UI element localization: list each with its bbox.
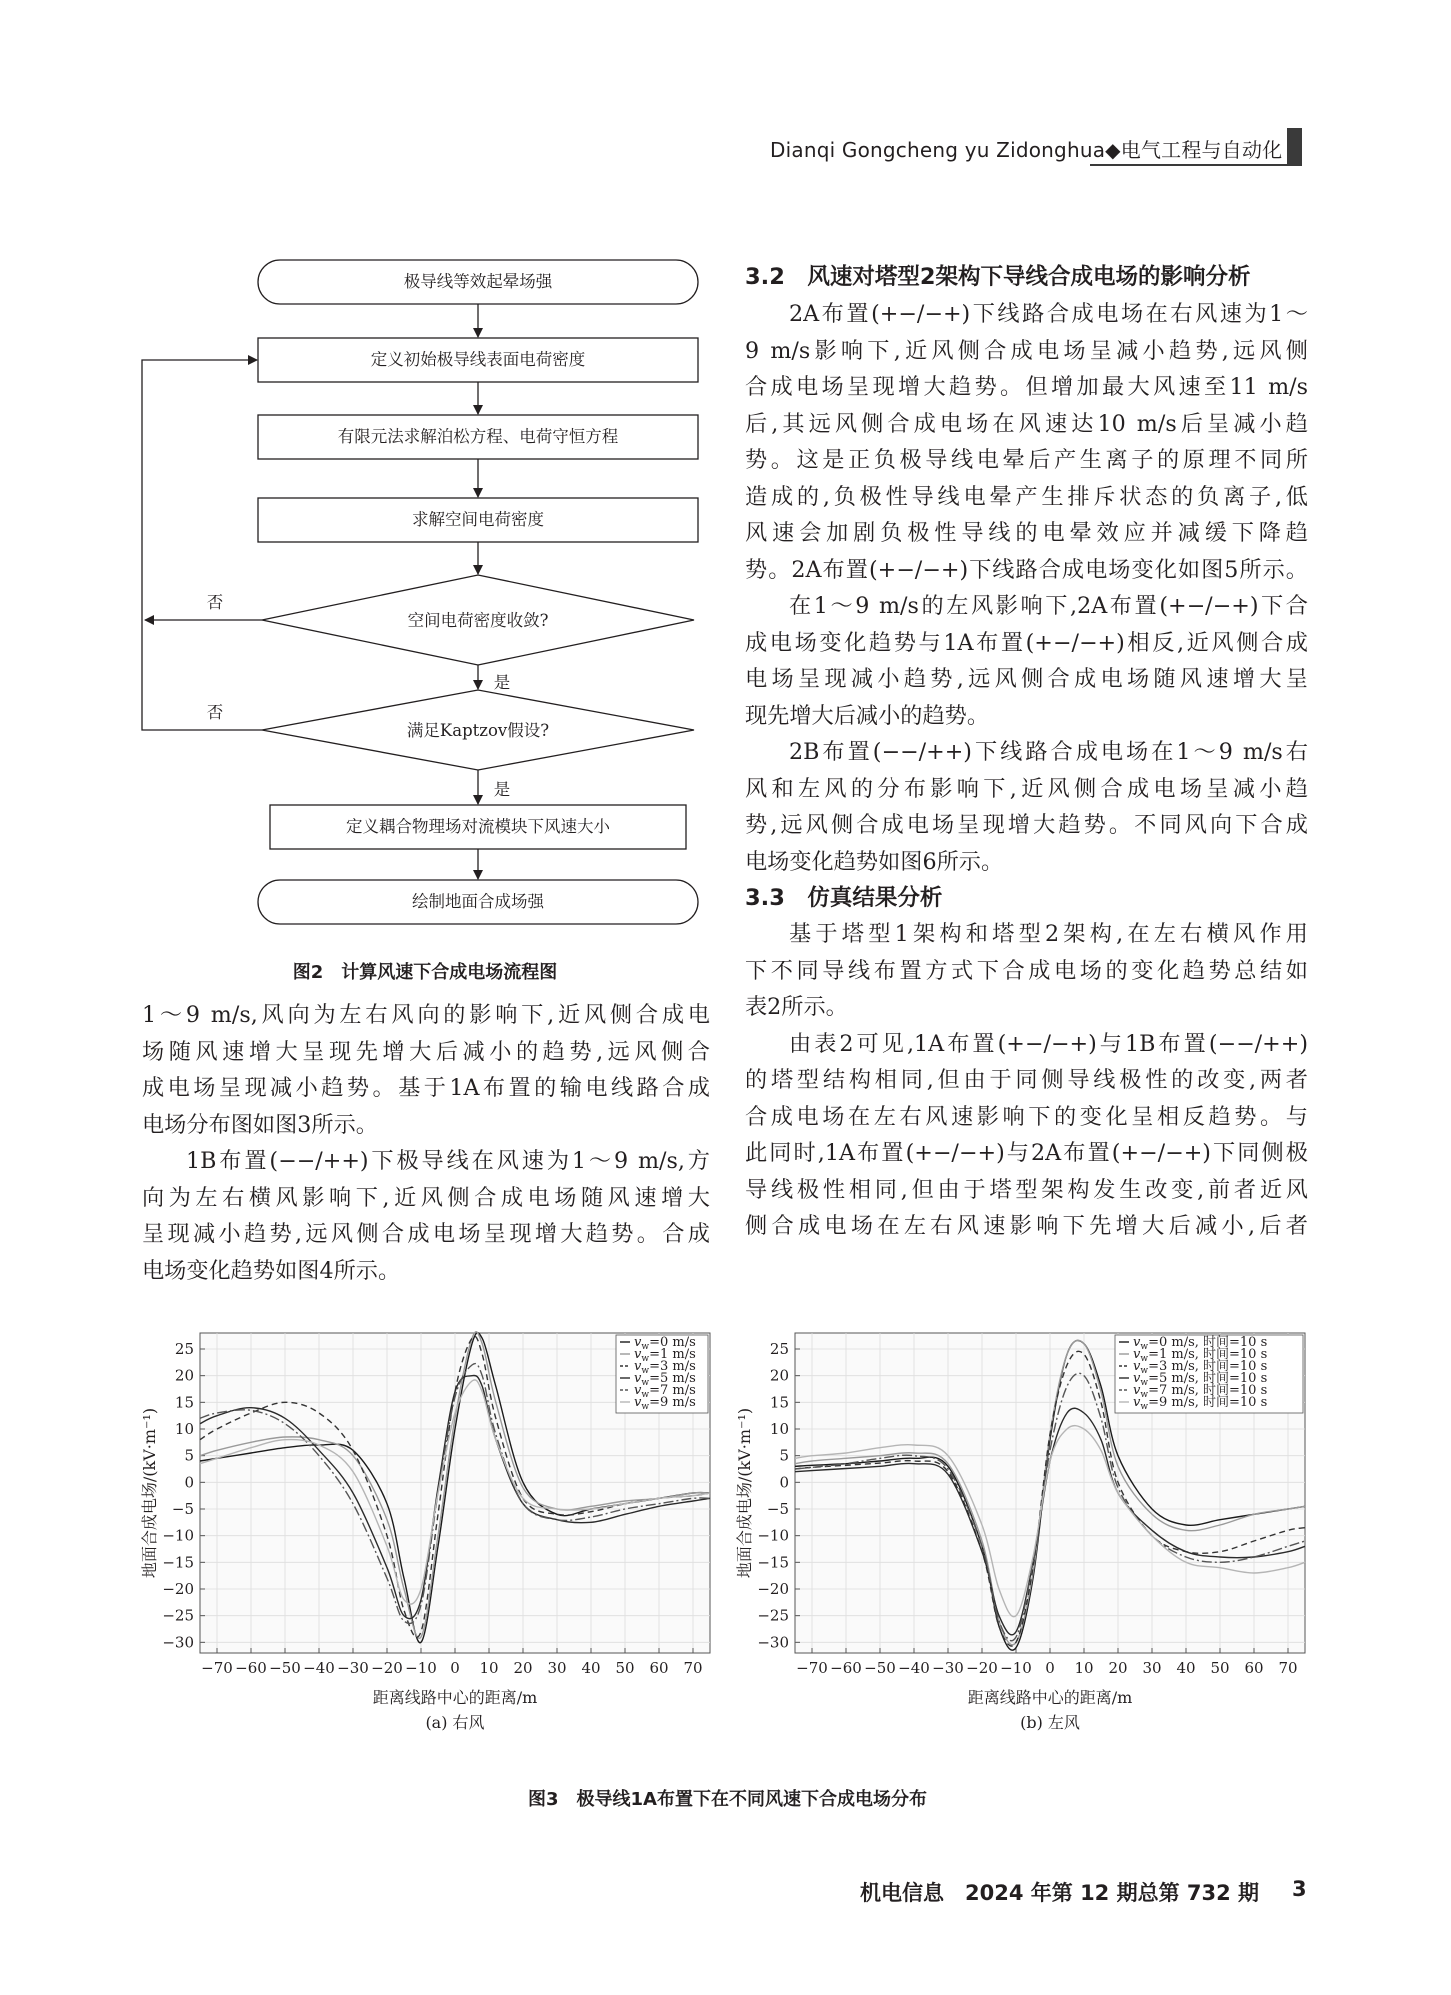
flowchart-figure bbox=[130, 250, 720, 970]
s32-p2-l2: 成电场变化趋势与1A布置(+−/−+)相反,近风侧合成 bbox=[745, 629, 1308, 656]
left-para-2-line-3: 呈现减小趋势,远风侧合成电场呈现增大趋势。合成 bbox=[142, 1221, 710, 1247]
x-tick-label: −30 bbox=[932, 1659, 964, 1677]
x-tick-label: 60 bbox=[1244, 1659, 1264, 1677]
x-tick-label: 50 bbox=[615, 1659, 635, 1677]
x-tick-label: −20 bbox=[371, 1659, 403, 1677]
flow-label-no-2: 否 bbox=[206, 703, 224, 722]
s33-p2-l6: 侧合成电场在左右风速影响下先增大后减小,后者 bbox=[745, 1213, 1308, 1239]
y-tick-label: 5 bbox=[184, 1446, 194, 1465]
flow-label-yes-1: 是 bbox=[493, 673, 511, 692]
s32-p1-l6: 造成的,负极性导线电晕产生排斥状态的负离子,低 bbox=[745, 483, 1308, 510]
s32-p2-l1: 在1～9 m/s的左风影响下,2A布置(+−/−+)下合 bbox=[789, 593, 1308, 619]
x-tick-label: 0 bbox=[1045, 1659, 1055, 1677]
footer-page-number: 3 bbox=[1292, 1877, 1307, 1901]
s33-p1-l3: 表2所示。 bbox=[745, 994, 848, 1020]
chart-subcaption: (b) 左风 bbox=[1020, 1713, 1080, 1732]
y-tick-label: 25 bbox=[174, 1340, 194, 1358]
legend-entry: $v_w=9$ m/s, 时间=10 s bbox=[1133, 1395, 1268, 1412]
flow-text-space-charge: 求解空间电荷密度 bbox=[412, 510, 544, 529]
s33-p2-l1: 由表2可见,1A布置(+−/−+)与1B布置(−−/++) bbox=[789, 1030, 1308, 1057]
s33-p2-l3: 合成电场在左右风速影响下的变化呈相反趋势。与 bbox=[745, 1103, 1308, 1130]
y-tick-label: −10 bbox=[757, 1526, 789, 1545]
flow-text-end: 绘制地面合成场强 bbox=[412, 892, 544, 911]
figure3-caption: 图3 极导线1A布置下在不同风速下合成电场分布 bbox=[528, 1789, 927, 1810]
chart-subcaption: (a) 右风 bbox=[425, 1713, 485, 1732]
s32-p1-l4: 后,其远风侧合成电场在风速达10 m/s后呈减小趋 bbox=[745, 410, 1308, 437]
section-3-2-heading: 3.2 风速对塔型2架构下导线合成电场的影响分析 bbox=[745, 264, 1251, 290]
y-tick-label: 0 bbox=[184, 1473, 194, 1492]
legend-entry: $v_w=3$ m/s bbox=[634, 1359, 696, 1376]
x-tick-label: 50 bbox=[1210, 1659, 1230, 1677]
flow-label-no-1: 否 bbox=[206, 593, 224, 612]
x-tick-label: 60 bbox=[649, 1659, 669, 1677]
left-para-1-line-2: 场随风速增大呈现先增大后减小的趋势,远风侧合 bbox=[142, 1038, 710, 1065]
header-right-text: 电气工程与自动化 bbox=[1120, 138, 1283, 162]
legend bbox=[1115, 1334, 1303, 1413]
y-tick-label: 20 bbox=[769, 1366, 789, 1385]
x-tick-label: 70 bbox=[683, 1659, 703, 1677]
x-tick-label: 40 bbox=[1176, 1659, 1196, 1677]
flow-text-start: 极导线等效起晕场强 bbox=[403, 272, 553, 291]
legend-entry: $v_w=3$ m/s, 时间=10 s bbox=[1133, 1359, 1268, 1376]
flow-text-wind: 定义耦合物理场对流模块下风速大小 bbox=[346, 817, 610, 836]
s32-p1-l1: 2A布置(+−/−+)下线路合成电场在右风速为1～ bbox=[789, 301, 1308, 327]
y-tick-label: 5 bbox=[779, 1446, 789, 1465]
left-para-1-line-4: 电场分布图如图3所示。 bbox=[142, 1111, 378, 1138]
x-tick-label: 10 bbox=[1074, 1659, 1094, 1677]
s33-p2-l5: 导线极性相同,但由于塔型架构发生改变,前者近风 bbox=[745, 1176, 1308, 1203]
s33-p2-l2: 的塔型结构相同,但由于同侧导线极性的改变,两者 bbox=[745, 1067, 1308, 1093]
y-tick-label: 15 bbox=[174, 1393, 194, 1412]
left-para-1-line-1: 1～9 m/s,风向为左右风向的影响下,近风侧合成电 bbox=[142, 1002, 710, 1028]
s32-p1-l2: 9 m/s影响下,近风侧合成电场呈减小趋势,远风侧 bbox=[745, 337, 1308, 364]
y-tick-label: −5 bbox=[171, 1500, 194, 1518]
right-column bbox=[745, 258, 1308, 1245]
left-para-2-line-1: 1B布置(−−/++)下极导线在风速为1～9 m/s,方 bbox=[186, 1148, 710, 1174]
header-rule bbox=[1090, 164, 1290, 166]
left-para-2-line-2: 向为左右横风影响下,近风侧合成电场随风速增大 bbox=[142, 1184, 710, 1211]
x-tick-label: 10 bbox=[479, 1659, 499, 1677]
y-tick-label: −25 bbox=[757, 1606, 789, 1625]
y-tick-label: 10 bbox=[769, 1420, 789, 1438]
s32-p1-l8: 势。2A布置(+−/−+)下线路合成电场变化如图5所示。 bbox=[745, 556, 1308, 583]
s33-p2-l4: 此同时,1A布置(+−/−+)与2A布置(+−/−+)下同侧极 bbox=[745, 1140, 1308, 1166]
footer-journal: 机电信息 2024 年第 12 期总第 732 期 bbox=[860, 1881, 1260, 1905]
s32-p1-l5: 势。这是正负极导线电晕后产生离子的原理不同所 bbox=[745, 447, 1308, 473]
y-tick-label: −15 bbox=[757, 1553, 789, 1572]
x-tick-label: −60 bbox=[235, 1659, 267, 1677]
y-tick-label: −20 bbox=[757, 1580, 789, 1598]
flow-text-fem: 有限元法求解泊松方程、电荷守恒方程 bbox=[337, 427, 619, 446]
flow-text-init-charge: 定义初始极导线表面电荷密度 bbox=[370, 350, 586, 369]
x-tick-label: −40 bbox=[303, 1659, 335, 1677]
x-tick-label: −10 bbox=[1000, 1659, 1032, 1677]
legend-entry: $v_w=0$ m/s, 时间=10 s bbox=[1133, 1335, 1268, 1352]
x-tick-label: 70 bbox=[1278, 1659, 1298, 1677]
legend-entry: $v_w=0$ m/s bbox=[634, 1335, 696, 1352]
x-tick-label: 30 bbox=[547, 1659, 567, 1677]
left-column bbox=[142, 997, 710, 1289]
legend-entry: $v_w=7$ m/s, 时间=10 s bbox=[1133, 1383, 1268, 1400]
y-tick-label: −20 bbox=[162, 1580, 194, 1598]
header-left-text: Dianqi Gongcheng yu Zidonghua bbox=[770, 138, 1106, 162]
legend-entry: $v_w=5$ m/s bbox=[634, 1371, 696, 1388]
y-axis-label: 地面合成电场/(kV·m⁻¹) bbox=[140, 1407, 159, 1579]
x-tick-label: 30 bbox=[1142, 1659, 1162, 1677]
s33-p1-l2: 下不同导线布置方式下合成电场的变化趋势总结如 bbox=[745, 957, 1308, 984]
x-tick-label: −30 bbox=[337, 1659, 369, 1677]
x-tick-label: 0 bbox=[450, 1659, 460, 1677]
y-tick-label: −25 bbox=[162, 1606, 194, 1625]
x-tick-label: 20 bbox=[1108, 1659, 1128, 1677]
x-tick-label: −50 bbox=[864, 1659, 896, 1677]
x-tick-label: 20 bbox=[513, 1659, 533, 1677]
legend bbox=[616, 1335, 708, 1413]
y-tick-label: −5 bbox=[766, 1500, 789, 1518]
s33-p1-l1: 基于塔型1架构和塔型2架构,在左右横风作用 bbox=[789, 921, 1308, 947]
y-tick-label: −15 bbox=[162, 1553, 194, 1572]
s32-p3-l2: 风和左风的分布影响下,近风侧合成电场呈减小趋 bbox=[745, 775, 1308, 802]
chart-a-right-wind bbox=[135, 1328, 725, 1778]
x-tick-label: −50 bbox=[269, 1659, 301, 1677]
x-tick-label: 40 bbox=[581, 1659, 601, 1677]
s32-p3-l4: 电场变化趋势如图6所示。 bbox=[745, 848, 1004, 875]
x-tick-label: −10 bbox=[405, 1659, 437, 1677]
legend-entry: $v_w=1$ m/s, 时间=10 s bbox=[1133, 1347, 1268, 1364]
legend-entry: $v_w=9$ m/s bbox=[634, 1395, 696, 1412]
flow-text-converge: 空间电荷密度收敛? bbox=[407, 611, 549, 630]
s32-p3-l1: 2B布置(−−/++)下线路合成电场在1～9 m/s右 bbox=[789, 739, 1308, 765]
x-tick-label: −20 bbox=[966, 1659, 998, 1677]
legend-entry: $v_w=1$ m/s bbox=[634, 1347, 696, 1364]
y-tick-label: 25 bbox=[769, 1340, 789, 1358]
s32-p2-l3: 电场呈现减小趋势,远风侧合成电场随风速增大呈 bbox=[745, 666, 1308, 692]
header-diamond-icon: ◆ bbox=[1105, 138, 1121, 162]
y-tick-label: −30 bbox=[757, 1633, 789, 1652]
header-bar bbox=[1287, 128, 1302, 166]
s32-p2-l4: 现先增大后减小的趋势。 bbox=[745, 702, 990, 729]
y-tick-label: −30 bbox=[162, 1633, 194, 1652]
s32-p1-l7: 风速会加剧负极性导线的电晕效应并减缓下降趋 bbox=[745, 520, 1308, 546]
section-3-3-heading: 3.3 仿真结果分析 bbox=[745, 885, 943, 911]
left-para-1-line-3: 成电场呈现减小趋势。基于1A布置的输电线路合成 bbox=[142, 1075, 710, 1101]
legend-entry: $v_w=5$ m/s, 时间=10 s bbox=[1133, 1371, 1268, 1388]
y-tick-label: 0 bbox=[779, 1473, 789, 1492]
x-tick-label: −60 bbox=[830, 1659, 862, 1677]
chart-b-left-wind bbox=[730, 1328, 1320, 1778]
flow-label-yes-2: 是 bbox=[493, 780, 511, 799]
s32-p3-l3: 势,远风侧合成电场呈现增大趋势。不同风向下合成 bbox=[745, 812, 1308, 838]
figure2-caption: 图2 计算风速下合成电场流程图 bbox=[292, 962, 558, 983]
left-para-2-line-4: 电场变化趋势如图4所示。 bbox=[142, 1257, 401, 1284]
x-tick-label: −40 bbox=[898, 1659, 930, 1677]
x-axis-label: 距离线路中心的距离/m bbox=[372, 1688, 538, 1707]
y-tick-label: −10 bbox=[162, 1526, 194, 1545]
y-tick-label: 20 bbox=[174, 1366, 194, 1385]
x-axis-label: 距离线路中心的距离/m bbox=[967, 1688, 1133, 1707]
x-tick-label: −70 bbox=[201, 1659, 233, 1677]
s32-p1-l3: 合成电场呈现增大趋势。但增加最大风速至11 m/s bbox=[745, 374, 1308, 400]
x-tick-label: −70 bbox=[796, 1659, 828, 1677]
running-header bbox=[770, 134, 1282, 163]
flow-text-kaptzov: 满足Kaptzov假设? bbox=[406, 721, 550, 740]
y-axis-label: 地面合成电场/(kV·m⁻¹) bbox=[735, 1407, 754, 1579]
y-tick-label: 15 bbox=[769, 1393, 789, 1412]
y-tick-label: 10 bbox=[174, 1420, 194, 1438]
legend-entry: $v_w=7$ m/s bbox=[634, 1383, 696, 1400]
